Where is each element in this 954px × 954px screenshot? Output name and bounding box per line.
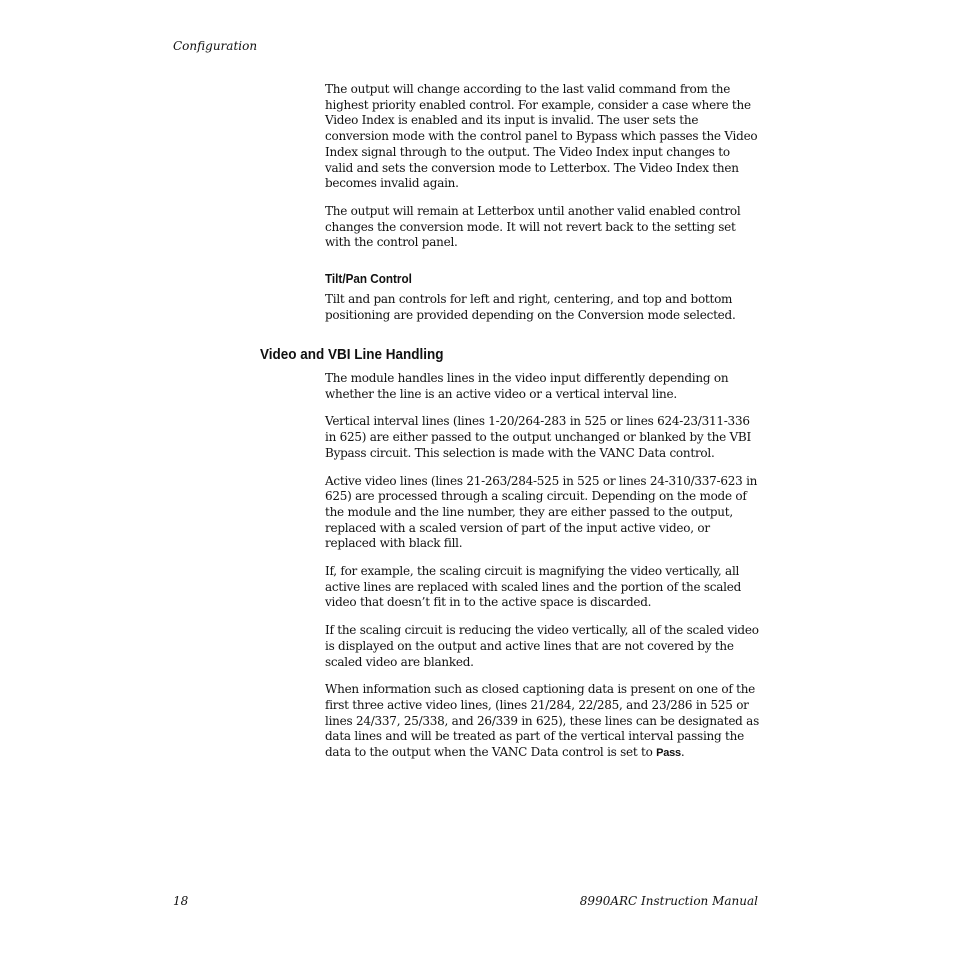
paragraph: Vertical interval lines (lines 1-20/264-283 in 525 or lines 624-23/311-336 in 625) are either passed to the output unchanged or blanked by the VBI Bypass circuit. This selection is made with the VANC Data control. [325, 414, 751, 460]
tilt-section [325, 292, 761, 323]
paragraph: Tilt and pan controls for left and right, centering, and top and bottom positioning are provided depending on the Conversion mode selected. [325, 292, 736, 322]
paragraph: Active video lines (lines 21-263/284-525 in 525 or lines 24-310/337-623 in 625) are processed through a scaling circuit. Depending on the mode of the module and the line number, they are either passed to the output, replaced with a scaled version of part of the input active video, or replaced with black fill. [325, 473, 758, 551]
running-header: Configuration [173, 39, 258, 53]
section-heading: Video and VBI Line Handling [260, 346, 444, 363]
paragraph-text: When information such as closed captioning data is present on one of the first three active video lines, (lines 21/284, 22/285, and 23/286 in 525 or lines 24/337, 25/338, and 26/339 in 625), these lines can be designated as data lines and will be treated as part of the vertical interval passing the data to the output when the VANC Data control is set to [325, 682, 759, 760]
paragraph-end: . [680, 745, 685, 760]
page-number: 18 [173, 894, 189, 908]
manual-title: 8990ARC Instruction Manual [579, 894, 758, 908]
paragraph [325, 682, 761, 762]
intro-section [325, 82, 761, 251]
paragraph: The output will change according to the last valid command from the highest priority enabled control. For example, consider a case where the Video Index is enabled and its input is invalid. The user sets the conversion mode with the control panel to Bypass which passes the Video Index signal through to the output. The Video Index input changes to valid and sets the conversion mode to Letterbox. The Video Index then becomes invalid again. [325, 82, 758, 191]
control-value: Pass [656, 747, 681, 760]
vbi-section [325, 371, 761, 762]
paragraph: The module handles lines in the video input differently depending on whether the line is an active video or a vertical interval line. [325, 371, 729, 401]
paragraph: If the scaling circuit is reducing the video vertically, all of the scaled video is displayed on the output and active lines that are not covered by the scaled video are blanked. [325, 623, 759, 669]
subsection-heading: Tilt/Pan Control [325, 271, 412, 286]
paragraph: If, for example, the scaling circuit is magnifying the video vertically, all active lines are replaced with scaled lines and the portion of the scaled video that doesn’t fit in to the active space is discarded. [325, 564, 742, 610]
paragraph: The output will remain at Letterbox until another valid enabled control changes the conversion mode. It will not revert back to the setting set with the control panel. [325, 203, 741, 250]
